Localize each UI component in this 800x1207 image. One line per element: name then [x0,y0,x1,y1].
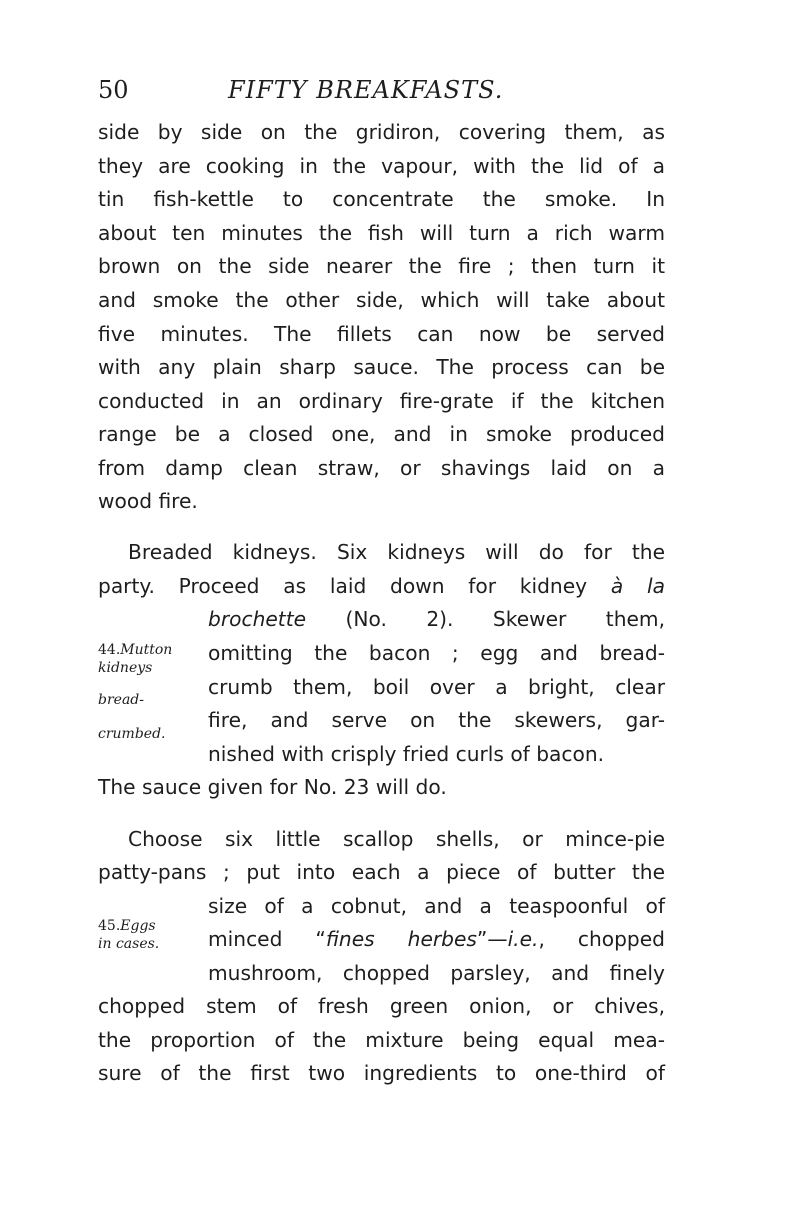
margin-note-44 [98,641,203,743]
recipe-line: fire, and serve on the skewers, gar- [208,708,665,732]
recipe-line: chopped stem of fresh green onion, or chives, [98,994,665,1018]
text-line: with any plain sharp sauce. The process can be [98,355,665,379]
recipe-line: mushroom, chopped parsley, and finely [208,961,665,985]
text-line: they are cooking in the vapour, with the lid of a [98,154,665,178]
recipe-line [98,571,665,601]
text-line: and smoke the other side, which will take about [98,288,665,312]
recipe-line: nished with crisply fried curls of bacon. [208,742,605,766]
recipe-text: ”— [476,927,508,951]
text-line: about ten minutes the fish will turn a rich warm [98,221,665,245]
recipe-text: minced “ [208,927,326,951]
recipe-line: Choose six little scallop shells, or mince-pie [128,827,665,851]
recipe-line: the proportion of the mixture being equal mea- [98,1028,665,1052]
text-line: from damp clean straw, or shavings laid on a [98,456,665,480]
text-line: tin fish-kettle to concentrate the smoke. In [98,187,665,211]
recipe-number: 45. [98,918,121,934]
page-number: 50 [98,76,129,104]
margin-note-45 [98,917,203,953]
text-line: side by side on the gridiron, covering them, as [98,120,665,144]
margin-title: crumbed. [98,726,166,742]
recipe-line: Breaded kidneys. Six kidneys will do for the [128,540,665,564]
recipe-italic-text: à la [610,574,665,598]
text-line: five minutes. The fillets can now be served [98,322,665,346]
running-head: FIFTY BREAKFASTS. [228,76,504,104]
recipe-text: party. Proceed as laid down for kidney [98,574,611,598]
recipe-number: 44. [98,642,121,658]
recipe-line: sure of the first two ingredients to one-third of [98,1061,665,1085]
text-line: brown on the side nearer the fire ; then turn it [98,254,665,278]
recipe-line: The sauce given for No. 23 will do. [98,775,447,799]
recipe-text: (No. 2). Skewer them, [306,607,665,631]
recipe-line: size of a cobnut, and a teaspoonful of [208,894,665,918]
margin-title: bread- [98,692,144,708]
recipe-line: omitting the bacon ; egg and bread- [208,641,665,665]
recipe-line [208,604,665,634]
recipe-italic-text: i.e. [507,927,539,951]
margin-title: in cases. [98,936,160,952]
recipe-line: patty-pans ; put into each a piece of butter the [98,860,665,884]
recipe-line: crumb them, boil over a bright, clear [208,675,665,699]
margin-title: Eggs [120,918,156,934]
page-header [98,76,668,106]
margin-title: kidneys [98,660,153,676]
recipe-italic-text: brochette [208,607,307,631]
text-line: wood fire. [98,489,198,513]
margin-title: Mutton [120,642,173,658]
recipe-line [208,924,665,954]
text-line: range be a closed one, and in smoke produced [98,422,665,446]
recipe-text: , chopped [538,927,665,951]
text-line: conducted in an ordinary fire-grate if the kitchen [98,389,665,413]
recipe-italic-text: fines herbes [325,927,477,951]
